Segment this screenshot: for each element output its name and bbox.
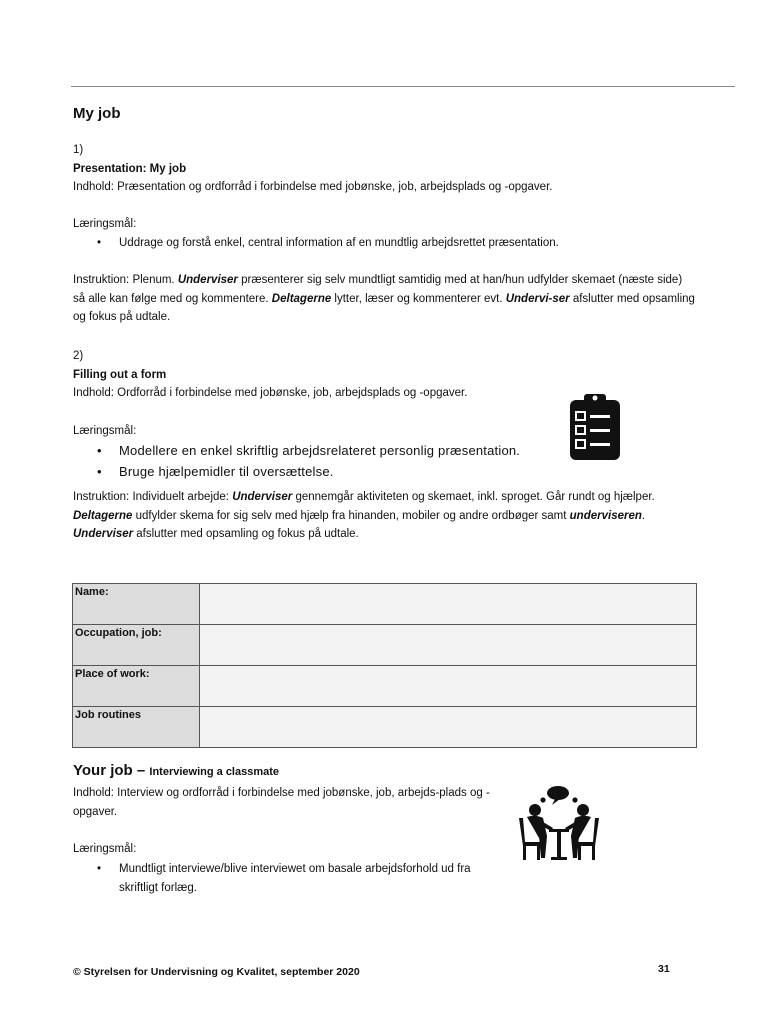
your-job-goals [73, 860, 505, 898]
section-1-instruction [73, 271, 695, 327]
page-number: 31 [658, 963, 670, 975]
your-job-goals-label: Læringsmål: [73, 843, 137, 855]
instr-text: lytter, læser og kommenterer evt. [331, 292, 506, 305]
instr-emph: Underviser [232, 491, 293, 503]
your-job-heading [73, 762, 279, 779]
section-2-title: Filling out a form [73, 368, 167, 381]
instr-text: gennemgår aktiviteten og skemaet, inkl. sproget. Går rundt og hjælper. [292, 491, 655, 503]
instr-text: . [641, 509, 646, 522]
form-label-occupation: Occupation, job: [73, 625, 200, 666]
goal-item: • Bruge hjælpemidler til oversættelse. [73, 462, 573, 483]
form-field-place-of-work[interactable] [200, 666, 697, 707]
section-2-goals-label: Læringsmål: [73, 425, 137, 437]
section-2-goals [73, 441, 573, 482]
section-2 [73, 347, 573, 403]
form-label-place-of-work: Place of work: [73, 666, 200, 707]
instr-text: præsenterer sig selv mundtligt samtidig med at han/hun udfylder skemaet (næste side) så alle kan følge med og kommentere. [73, 274, 683, 305]
table-row [73, 625, 697, 666]
form-label-name: Name: [73, 584, 200, 625]
section-1 [73, 141, 703, 197]
section-1-title: Presentation: My job [73, 162, 187, 175]
section-1-goals-label: Læringsmål: [73, 218, 137, 230]
goal-item: • Mundtligt interviewe/blive interviewet om basale arbejdsforhold ud fra skriftligt forlæg. [73, 860, 505, 898]
table-row [73, 584, 697, 625]
instr-text: Instruktion: Plenum. [73, 274, 178, 286]
instr-emph: Underviser [73, 528, 134, 540]
clipboard-checklist-icon [568, 392, 622, 462]
instr-text: udfylder skema for sig selv med hjælp fra hinanden, mobiler og andre ordbøger samt [132, 509, 570, 522]
your-job-subtitle: Interviewing a classmate [149, 766, 280, 778]
form-field-occupation[interactable] [200, 625, 697, 666]
your-job-content: Indhold: Interview og ordforråd i forbindelse med jobønske, job, arbejds-plads og -opgaver. [73, 787, 490, 818]
instr-emph: Deltagerne [271, 292, 332, 305]
instr-emph: Deltagerne [73, 509, 133, 522]
table-row [73, 666, 697, 707]
form-label-job-routines: Job routines [73, 707, 200, 748]
goal-item: • Modellere en enkel skriftlig arbejdsrelateret personlig præsentation. [73, 441, 573, 462]
section-2-content: Indhold: Ordforråd i forbindelse med jobønske, job, arbejdsplads og -opgaver. [73, 387, 468, 399]
section-1-number: 1) [73, 144, 84, 156]
interview-people-icon [515, 784, 605, 864]
section-2-instruction [73, 488, 695, 544]
goal-item: • Uddrage og forstå enkel, central information af en mundtlig arbejdsrettet præsentation. [73, 234, 703, 253]
instr-emph: Undervi-ser [505, 292, 570, 305]
header-rule [71, 86, 735, 87]
instr-text: afslutter med opsamling og fokus på udtale. [133, 528, 359, 540]
section-1-content: Indhold: Præsentation og ordforråd i forbindelse med jobønske, job, arbejdsplads og -opgaver. [73, 181, 553, 193]
table-row [73, 707, 697, 748]
instr-emph: Underviser [177, 274, 238, 286]
section-2-number: 2) [73, 350, 84, 362]
form-field-job-routines[interactable] [200, 707, 697, 748]
job-form-table [72, 583, 697, 748]
instr-emph: underviseren [569, 509, 642, 522]
footer-copyright: © Styrelsen for Undervisning og Kvalitet, september 2020 [73, 966, 360, 978]
page-title: My job [73, 105, 121, 122]
form-field-name[interactable] [200, 584, 697, 625]
your-job-title: Your job – [73, 762, 150, 779]
instr-text: afslutter med opsamling og fokus på udtale. [73, 292, 695, 323]
section-1-goals [73, 234, 703, 253]
instr-text: Instruktion: Individuelt arbejde: [73, 491, 233, 503]
